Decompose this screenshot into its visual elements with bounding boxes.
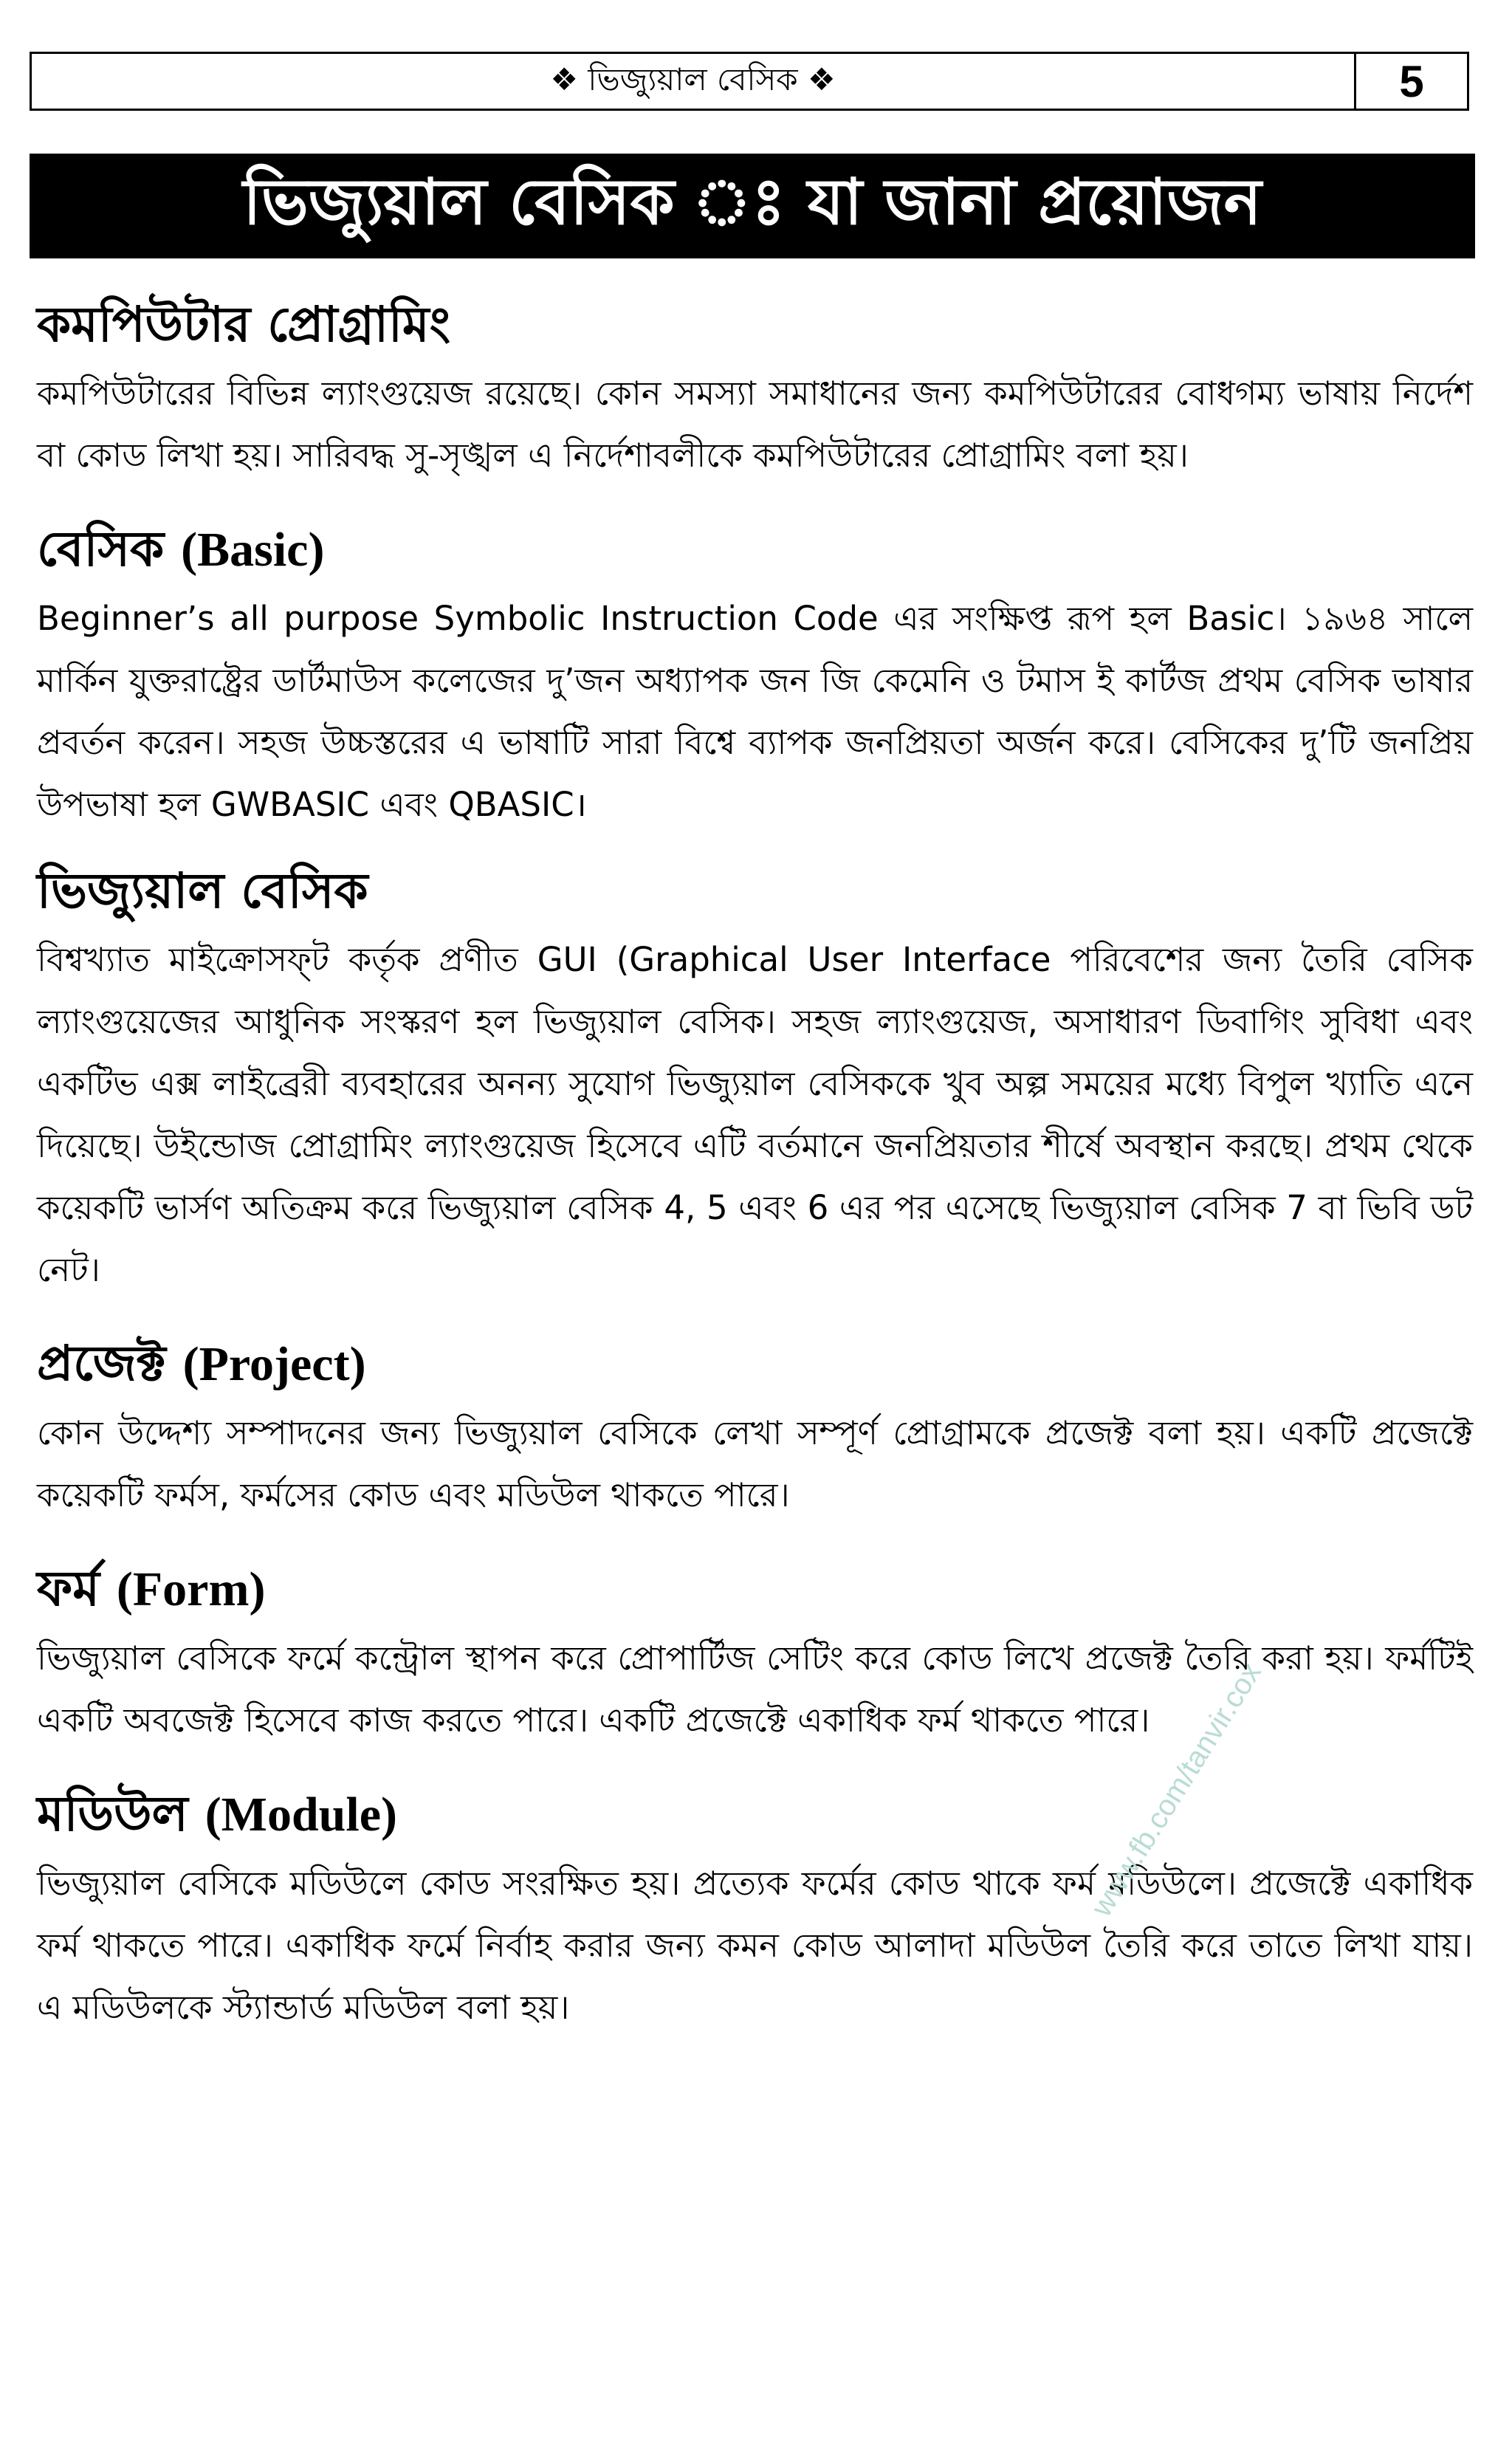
page-number: 5 xyxy=(1399,56,1424,106)
page-content xyxy=(37,292,1473,2039)
section-paragraph: কমপিউটারের বিভিন্ন ল্যাংগুয়েজ রয়েছে। কোন সমস্যা সমাধানের জন্য কমপিউটারের বোধগম্য ভাষায় নির্দেশ বা কোড লিখা হয়। সারিবদ্ধ সু-সৃঙ্খল এ নির্দেশাবলীকে কমপিউটারের প্রোগ্রামিং বলা হয়। xyxy=(37,374,1473,475)
section-module xyxy=(37,1781,1473,2039)
section-heading: বেসিক (Basic) xyxy=(37,521,325,577)
section-heading: ফর্ম (Form) xyxy=(37,1560,266,1617)
section-form xyxy=(37,1556,1473,1751)
running-header xyxy=(30,52,1469,111)
section-paragraph: ভিজ্যুয়াল বেসিকে মডিউলে কোড সংরক্ষিত হয়। প্রত্যেক ফর্মের কোড থাকে ফর্ম মডিউলে। প্রজেক্টে একাধিক ফর্ম থাকতে পারে। একাধিক ফর্মে নির্বাহ করার জন্য কমন কোড আলাদা মডিউল তৈরি করে তাতে লিখা যায়। এ মডিউলকে স্ট্যান্ডার্ড মডিউল বলা হয়। xyxy=(37,1864,1473,2027)
section-heading: মডিউল (Module) xyxy=(37,1785,397,1842)
section-paragraph: কোন উদ্দেশ্য সম্পাদনের জন্য ভিজ্যুয়াল বেসিকে লেখা সম্পূর্ণ প্রোগ্রামকে প্রজেক্ট বলা হয়। একটি প্রজেক্টে কয়েকটি ফর্মস, ফর্মসের কোড এবং মডিউল থাকতে পারে। xyxy=(37,1413,1473,1514)
watermark-url: www.fb.com/tanvir.cox xyxy=(1085,1657,1268,1923)
chapter-title: ভিজ্যুয়াল বেসিক ঃ যা জানা প্রয়োজন xyxy=(243,165,1262,239)
section-paragraph: Beginner’s all purpose Symbolic Instruction Code এর সংক্ষিপ্ত রূপ হল Basic। ১৯৬৪ সালে মার্কিন যুক্তরাষ্ট্রের ডার্টমাউস কলেজের দু’জন অধ্যাপক জন জি কেমেনি ও টমাস ই কার্টজ প্রথম বেসিক ভাষার প্রবর্তন করেন। সহজ উচ্চস্তরের এ ভাষাটি সারা বিশ্বে ব্যাপক জনপ্রিয়তা অর্জন করে। বেসিকের দু’টি জনপ্রিয় উপভাষা হল GWBASIC এবং QBASIC। xyxy=(37,599,1473,824)
section-heading: ভিজ্যুয়াল বেসিক xyxy=(37,862,368,919)
section-heading: প্রজেক্ট (Project) xyxy=(37,1335,366,1392)
section-paragraph: ভিজ্যুয়াল বেসিকে ফর্মে কন্ট্রোল স্থাপন করে প্রোপার্টিজ সেটিং করে কোড লিখে প্রজেক্ট তৈরি করা হয়। ফর্মটিই একটি অবজেক্ট হিসেবে কাজ করতে পারে। একটি প্রজেক্টে একাধিক ফর্ম থাকতে পারে। xyxy=(37,1638,1473,1740)
running-title: ❖ ভিজ্যুয়াল বেসিক ❖ xyxy=(32,54,1356,109)
section-paragraph: বিশ্বখ্যাত মাইক্রোসফ্‌ট কর্তৃক প্রণীত GUI (Graphical User Interface পরিবেশের জন্য তৈরি বেসিক ল্যাংগুয়েজের আধুনিক সংস্করণ হল ভিজ্যুয়াল বেসিক। সহজ ল্যাংগুয়েজ, অসাধারণ ডিবাগিং সুবিধা এবং একটিভ এক্স লাইব্রেরী ব্যবহারের অনন্য সুযোগ ভিজ্যুয়াল বেসিককে খুব অল্প সময়ের মধ্যে বিপুল খ্যাতি এনে দিয়েছে। উইন্ডোজ প্রোগ্রামিং ল্যাংগুয়েজ হিসেবে এটি বর্তমানে জনপ্রিয়তার শীর্ষে অবস্থান করছে। প্রথম থেকে কয়েকটি ভার্সণ অতিক্রম করে ভিজ্যুয়াল বেসিক 4, 5 এবং 6 এর পর এসেছে ভিজ্যুয়াল বেসিক 7 বা ভিবি ডট নেট। xyxy=(37,940,1473,1289)
chapter-title-banner xyxy=(30,154,1475,258)
section-basic xyxy=(37,516,1473,836)
section-computer-programming xyxy=(37,292,1473,487)
section-project xyxy=(37,1331,1473,1526)
section-heading: কমপিউটার প্রোগ্রামিং xyxy=(37,296,450,353)
section-visual-basic xyxy=(37,858,1473,1301)
